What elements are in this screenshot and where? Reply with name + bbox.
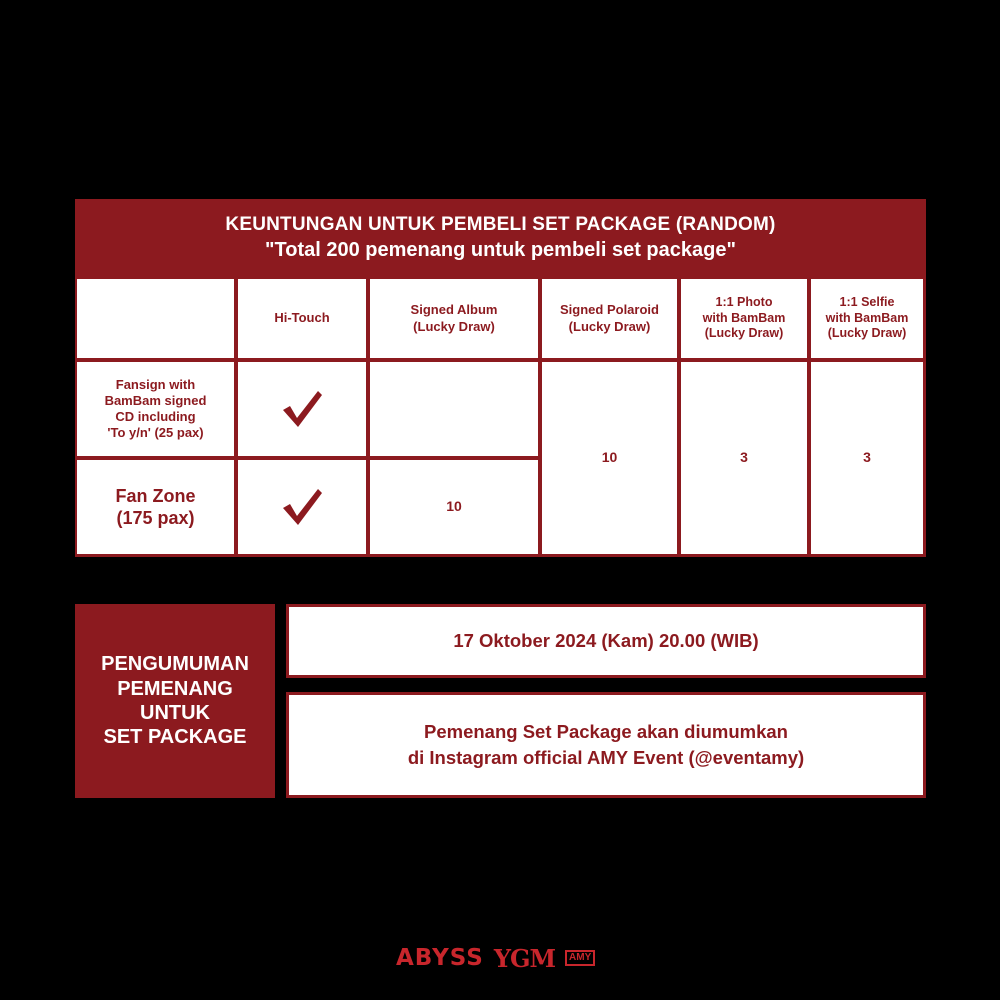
row-label-fansign: Fansign with BamBam signed CD including 'To y/n' (25 pax) — [77, 362, 234, 456]
fanzone-hi-touch-cell — [238, 460, 366, 554]
column-header-selfie: 1:1 Selfie with BamBam (Lucky Draw) — [811, 279, 923, 358]
ygm-logo: YGM — [493, 943, 556, 973]
column-header-hi-touch: Hi-Touch — [238, 279, 366, 358]
table-corner-cell — [77, 279, 234, 358]
announcement-info: Pemenang Set Package akan diumumkan di Instagram official AMY Event (@eventamy) — [286, 692, 926, 798]
selfie-value: 3 — [811, 362, 923, 554]
benefits-header — [75, 199, 926, 277]
benefits-subtitle: "Total 200 pemenang untuk pembeli set package" — [265, 239, 736, 261]
benefits-title: KEUNTUNGAN UNTUK PEMBELI SET PACKAGE (RANDOM) — [225, 214, 776, 235]
fansign-hi-touch-cell — [238, 362, 366, 456]
announcement-label: PENGUMUMAN PEMENANG UNTUK SET PACKAGE — [75, 604, 275, 798]
column-header-photo: 1:1 Photo with BamBam (Lucky Draw) — [681, 279, 807, 358]
sponsor-logos — [396, 940, 606, 976]
column-header-signed-polaroid: Signed Polaroid (Lucky Draw) — [542, 279, 677, 358]
announcement-date: 17 Oktober 2024 (Kam) 20.00 (WIB) — [286, 604, 926, 678]
abyss-logo: ABYSS — [396, 945, 484, 971]
column-header-signed-album: Signed Album (Lucky Draw) — [370, 279, 538, 358]
checkmark-icon — [280, 389, 324, 429]
fanzone-signed-album-value: 10 — [370, 460, 538, 554]
signed-polaroid-value: 10 — [542, 362, 677, 554]
checkmark-icon — [280, 487, 324, 527]
amy-logo: AMY — [565, 950, 595, 966]
photo-value: 3 — [681, 362, 807, 554]
fansign-signed-album-cell — [370, 362, 538, 456]
row-label-fan-zone: Fan Zone (175 pax) — [77, 460, 234, 554]
